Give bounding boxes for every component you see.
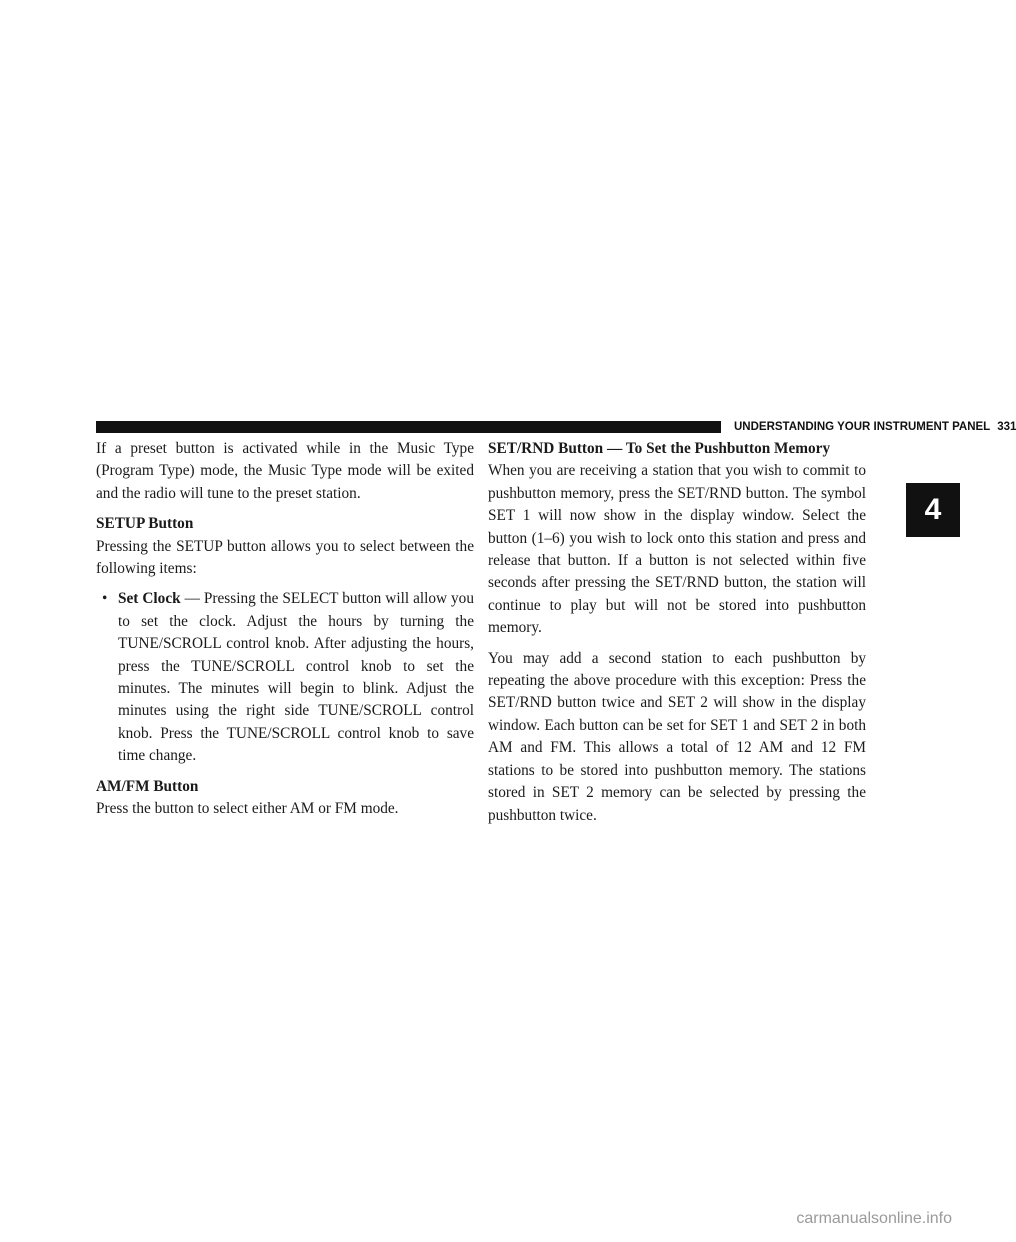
amfm-heading: AM/FM Button [96, 777, 199, 795]
bullet-text: — Pressing the SELECT button will allow you to set the clock. Adjust the hours by turning the TUNE/SCROLL control knob. After adjusting the hours, press the TUNE/SCROLL control knob to set the minutes. The minutes will begin to blink. Adjust the minutes using the right side TUNE/SCROLL control knob. Press the TUNE/SCROLL control knob to save time change. [118, 590, 474, 765]
left-column [96, 438, 474, 829]
set-clock-bullet [96, 588, 474, 767]
running-header [734, 418, 1016, 436]
section-title: UNDERSTANDING YOUR INSTRUMENT PANEL [734, 421, 991, 433]
amfm-paragraph: Press the button to select either AM or FM mode. [96, 800, 399, 818]
bullet-body [118, 588, 474, 767]
setrnd-paragraph-2: You may add a second station to each pushbutton by repeating the above procedure with this exception: Press the SET/RND button twice and SET 2 will show in the display window. Each button can be set for SET 1 and SET 2 in both AM and FM. This allows a total of 12 AM and 12 FM stations to be stored into pushbutton memory. The stations stored in SET 2 memory can be selected by pressing the pushbutton twice. [488, 649, 866, 824]
bullet-dot: • [102, 590, 108, 608]
bullet-term: Set Clock [118, 590, 181, 608]
watermark: carmanualsonline.info [796, 1210, 952, 1227]
intro-paragraph: If a preset button is activated while in the Music Type (Program Type) mode, the Music Type mode will be exited and the radio will tune to the preset station. [96, 440, 474, 502]
setup-heading: SETUP Button [96, 515, 194, 533]
right-column [488, 438, 866, 835]
setup-paragraph: Pressing the SETUP button allows you to select between the following items: [96, 537, 474, 578]
setrnd-paragraph-1: When you are receiving a station that you wish to commit to pushbutton memory, press the SET/RND button. The symbol SET 1 will now show in the display window. Select the button (1–6) you wish to lock onto this station and press and release that button. If a button is not selected within five seconds after pressing the SET/RND button, the station will continue to play but will not be stored into pushbutton memory. [488, 462, 866, 637]
page-number: 331 [997, 421, 1016, 433]
setrnd-heading: SET/RND Button — To Set the Pushbutton Memory [488, 440, 831, 457]
chapter-tab: 4 [906, 483, 960, 537]
header-rule [96, 421, 721, 433]
